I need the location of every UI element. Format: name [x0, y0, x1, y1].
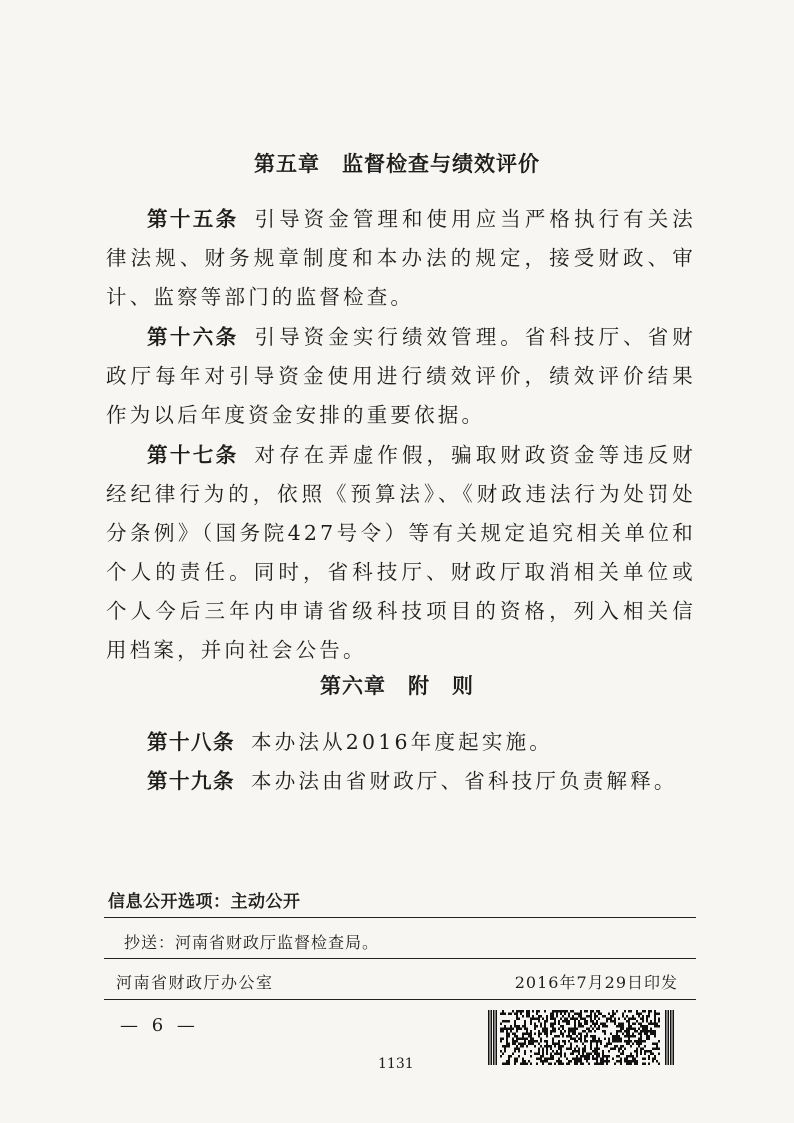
barcode-icon: [488, 1010, 676, 1065]
issue-date: 2016年7月29日印发: [514, 973, 678, 992]
article-number: 第十六条: [147, 325, 239, 349]
divider-line: [104, 958, 696, 959]
article-text: 引导资金管理和使用应当严格执行有关法律法规、财务规章制度和本办法的规定，接受财政、审计、监察等部门的监督检查。: [106, 207, 697, 309]
article-16: [106, 318, 696, 435]
article-text: 引导资金实行绩效管理。省科技厅、省财政厅每年对引导资金使用进行绩效评价，绩效评价结果作为以后年度资金安排的重要依据。: [106, 325, 697, 427]
article-17: [106, 436, 696, 670]
article-18: [106, 723, 696, 762]
cc-line: 抄送：河南省财政厅监督检查局。: [124, 933, 380, 952]
article-text: 本办法由省财政厅、省科技厅负责解释。: [251, 769, 678, 793]
chapter-5-heading: 第五章 监督检查与绩效评价: [254, 152, 540, 176]
page-number: — 6 —: [120, 1015, 199, 1036]
chapter-6-heading: 第六章 附 则: [320, 674, 474, 698]
article-text: 本办法从2016年度起实施。: [251, 730, 553, 754]
article-number: 第十七条: [147, 443, 239, 467]
divider-line: [104, 999, 696, 1000]
divider-line: [104, 917, 696, 918]
article-15: [106, 200, 696, 317]
scan-number: 1131: [378, 1056, 414, 1072]
issuing-office: 河南省财政厅办公室: [116, 973, 274, 992]
article-number: 第十九条: [147, 769, 235, 793]
disclosure-option: 信息公开选项：主动公开: [108, 892, 301, 912]
article-19: [106, 762, 696, 801]
article-text: 对存在弄虚作假，骗取财政资金等违反财经纪律行为的，依照《预算法》、《财政违法行为处罚处分条例》（国务院427号令）等有关规定追究相关单位和个人的责任。同时，省科技厅、财政厅取消相关单位或个人今后三年内申请省级科技项目的资格，列入相关信用档案，并向社会公告。: [106, 443, 697, 662]
article-number: 第十八条: [147, 730, 235, 754]
article-number: 第十五条: [147, 207, 239, 231]
